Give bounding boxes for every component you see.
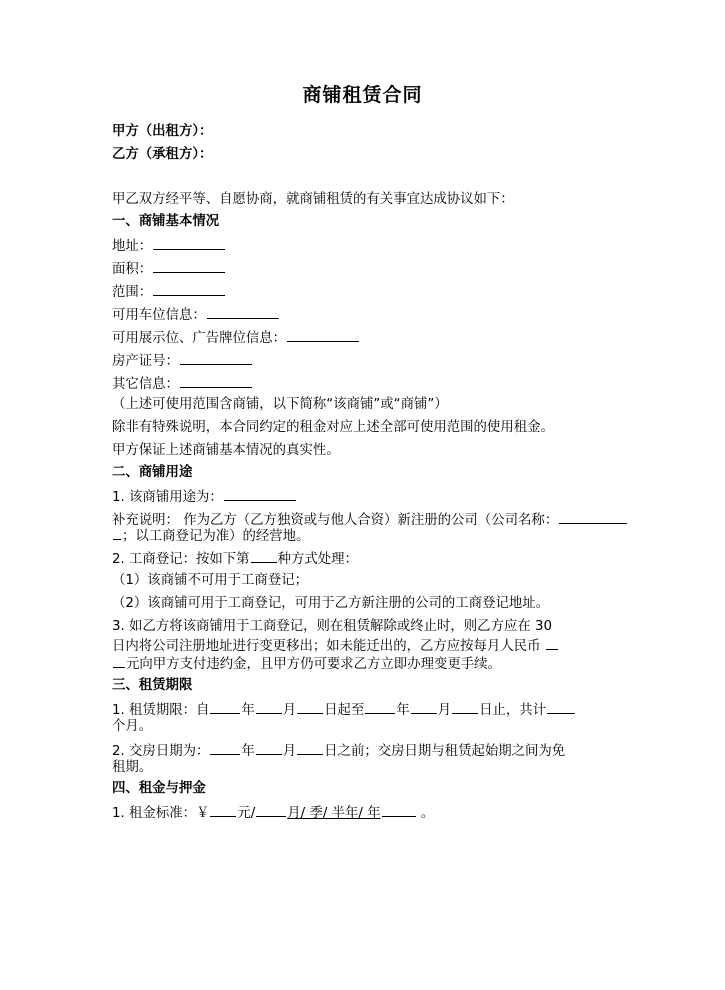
clause-3-text-3: 元向甲方支付违约金，且甲方仍可要求乙方立即办理变更手续。 <box>126 657 501 672</box>
handover-year-blank[interactable] <box>210 741 240 755</box>
month-label: 月 <box>282 703 297 718</box>
address-blank[interactable] <box>153 236 225 250</box>
option-2-text: （2）该商铺可用于工商登记，可用于乙方新注册的公司的工商登记地址。 <box>112 596 550 611</box>
cert-label: 房产证号： <box>112 354 179 369</box>
penalty-amount-blank[interactable] <box>546 636 558 650</box>
clause-3-line-1: 3. 如乙方将该商铺用于工商登记，则在租赁解除或终止时，则乙方应在 30 <box>112 619 553 634</box>
registration-option-blank[interactable] <box>251 549 277 563</box>
area-line <box>112 259 226 279</box>
registration-line <box>112 549 358 569</box>
area-label: 面积： <box>112 262 153 277</box>
year-label: 年 <box>241 703 255 718</box>
end-year-blank[interactable] <box>365 700 395 714</box>
other-blank[interactable] <box>180 374 252 388</box>
penalty-amount-blank-cont[interactable] <box>113 654 125 668</box>
intro-text: 甲乙双方经平等、自愿协商，就商铺租赁的有关事宜达成协议如下： <box>112 192 514 207</box>
use-line <box>112 487 297 507</box>
other-label: 其它信息： <box>112 377 179 392</box>
section-2-heading: 二、商铺用途 <box>112 465 193 480</box>
currency-unit: 元/ <box>237 806 256 821</box>
until-label: 日止，共计 <box>479 703 547 718</box>
page-title: 商铺租赁合同 <box>302 84 423 106</box>
parking-label: 可用车位信息： <box>112 308 206 323</box>
rent-extra-blank[interactable] <box>382 803 416 817</box>
use-blank[interactable] <box>224 487 296 501</box>
cert-blank[interactable] <box>180 351 252 365</box>
end-month-blank[interactable] <box>411 700 437 714</box>
year-label: 年 <box>241 744 255 759</box>
start-year-blank[interactable] <box>210 700 240 714</box>
party-b-label: 乙方（承租方）： <box>112 147 213 162</box>
start-day-blank[interactable] <box>297 700 323 714</box>
from-label: 日起至 <box>324 703 365 718</box>
cert-line <box>112 351 253 371</box>
range-blank[interactable] <box>153 282 225 296</box>
rent-period-options: 月/ 季/ 半年/ 年 <box>287 806 381 821</box>
area-blank[interactable] <box>153 259 225 273</box>
handover-day-blank[interactable] <box>297 741 323 755</box>
year-label: 年 <box>396 703 410 718</box>
range-label: 范围： <box>112 285 153 300</box>
months-text: 个月。 <box>112 719 153 734</box>
term-label: 1. 租赁期限：自 <box>112 703 210 718</box>
section-3-heading: 三、租赁期限 <box>112 678 193 693</box>
month-label: 月 <box>437 703 452 718</box>
registration-label-2: 种方式处理： <box>277 552 358 567</box>
guarantee-text: 甲方保证上述商铺基本情况的真实性。 <box>112 443 340 458</box>
range-line <box>112 282 226 302</box>
supplement-text-2: ；以工商登记为准）的经营地。 <box>122 529 310 544</box>
supplement-text: 补充说明： 作为乙方（乙方独资或与他人合资）新注册的公司（公司名称： <box>112 513 559 528</box>
scope-note: （上述可使用范围含商铺，以下简称“该商铺”或“商铺”） <box>112 397 448 412</box>
handover-text: 日之前；交房日期与租赁起始期之间为免 <box>324 744 566 759</box>
rent-scope-text: 除非有特殊说明，本合同约定的租金对应上述全部可使用范围的使用租金。 <box>112 420 554 435</box>
address-line <box>112 236 226 256</box>
rent-standard-line <box>112 803 434 823</box>
registration-label: 2. 工商登记：按如下第 <box>112 552 250 567</box>
rent-amount-blank[interactable] <box>210 803 236 817</box>
rent-period-blank[interactable] <box>256 803 286 817</box>
use-label: 1. 该商铺用途为： <box>112 490 223 505</box>
month-label: 月 <box>282 744 297 759</box>
section-4-heading: 四、租金与押金 <box>112 781 206 796</box>
other-line <box>112 374 253 394</box>
section-1-heading: 一、商铺基本情况 <box>112 214 220 229</box>
clause-3-line-2 <box>112 636 559 656</box>
rent-standard-label: 1. 租金标准：￥ <box>112 806 210 821</box>
supplement-line-2 <box>112 526 309 546</box>
display-blank[interactable] <box>287 328 359 342</box>
end-day-blank[interactable] <box>452 700 478 714</box>
handover-month-blank[interactable] <box>256 741 282 755</box>
display-line <box>112 328 360 348</box>
clause-3-line-3 <box>112 654 501 674</box>
parking-blank[interactable] <box>207 305 279 319</box>
address-label: 地址： <box>112 239 153 254</box>
option-1-text: （1）该商铺不可用于工商登记； <box>112 573 308 588</box>
start-month-blank[interactable] <box>256 700 282 714</box>
handover-line <box>112 741 565 761</box>
handover-label: 2. 交房日期为： <box>112 744 210 759</box>
clause-3-text-2: 日内将公司注册地址进行变更移出；如未能迁出的，乙方应按每月人民币 <box>112 639 541 654</box>
party-a-label: 甲方（出租方）： <box>112 124 213 139</box>
parking-line <box>112 305 280 325</box>
company-name-blank[interactable] <box>559 510 627 524</box>
rent-end-mark: 。 <box>420 806 435 821</box>
handover-text-2: 租期。 <box>112 760 153 775</box>
company-name-blank-cont[interactable] <box>113 526 121 540</box>
total-months-blank[interactable] <box>547 700 575 714</box>
term-line <box>112 700 576 720</box>
display-label: 可用展示位、广告牌位信息： <box>112 331 287 346</box>
